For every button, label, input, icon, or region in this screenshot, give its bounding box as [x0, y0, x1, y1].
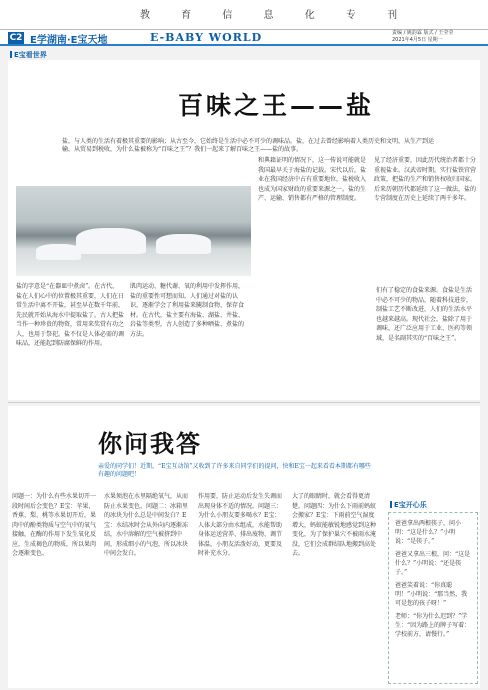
top-banner: [0, 0, 488, 30]
section-divider: [8, 402, 480, 403]
feature-column-1: 盐的字意是“在器皿中煮卤”。在古代，盐在人们心中的位置极其重要，人们在日常生活中离不开盐，甚至早在数千年前，先民就开始从海水中提取盐了。古人把盐当作一种珍贵的物资，常用来奖赏有功之人，也用于祭祀。盐不仅是人体必需的调味品，还能起到防腐保鲜的作用。: [16, 283, 124, 347]
brand-title: E-BABY WORLD: [150, 31, 263, 44]
section-title: E学湖南·E宝天地: [30, 35, 108, 46]
joke-section-label: E宝开心乐: [390, 500, 427, 510]
joke-item: 爸爸笑着说：“你真聪明！”小明说：“那当然，我可是您的孩子呀！”: [395, 582, 468, 607]
editor-meta: [392, 30, 484, 44]
qa-title: 你问我答: [98, 429, 202, 458]
joke-item: 爸爸又拿出三根，问：“这是什么？”小明说：“还是筷子。”: [395, 551, 471, 576]
feature-lead: 盐，与人类的生活有着极其重要的影响；从古至今，它始终是生活中必不可少的调味品。盐，在过去曾经影响着人类历史和文明，从生产到运输，从贸易到税收，为什么盐被称为“百味之王”？我们一起来了解百味之王——盐的故事。: [62, 138, 435, 153]
joke-box: [388, 512, 478, 684]
qa-column-3: 作用要，防止运动后发生失调而出现身体不适的情况。问题三：为什么小朋友要多喝水？E宝：人体大部分由水组成，水能帮助身体运送营养、排出废物、调节体温，小朋友活泼好动，更要及时补充水分。: [198, 493, 283, 557]
qa-column-2: 水果须泡在水里隔绝氧气，从而防止水果变色。问题二：冰箱里的冰块为什么总是中间发白？E宝：水结冰时会从外向内逐渐冻结，水中溶解的空气被挤到中间，形成细小的气泡，所以冰块中间会发白。: [104, 493, 189, 557]
salt-field-photo: [16, 186, 251, 276]
feature-title: 百味之王——盐: [178, 91, 375, 120]
date-line: 2021年4月5日 星期一: [392, 37, 443, 43]
qa-column-1: 问题一：为什么有些水果切开一段时间后会变色？E宝：苹果、香蕉、梨、桃等水果切开后，果肉中的酚类物质与空气中的氧气接触，在酶的作用下发生氧化反应，生成褐色的物质，所以果肉会逐渐变色。: [12, 493, 97, 557]
feature-column-3: 和典籍证明的情况下，这一传说可能就是我国最早关于海盐的记载。宋代以后，盐业在我国经济中占有重要地位，盐税收入也成为国家财政的重要来源之一。盐的生产、运输、销售都有严格的管理制度。: [258, 157, 367, 202]
feature-column-5: 们有了稳定的食盐来源。食盐是生活中必不可少的物品，随着科技进步，制盐工艺不断改进，人们的生活水平也越来越高。现代社会，盐除了用于调味，还广泛应用于工业、医药等领域，是名副其实的“百味之王”。: [376, 286, 476, 396]
feature-column-2: 肌肉运动、糖代谢、氧的利用中发挥作用，盐的重要性可想而知。人们通过对盐的认识，逐渐学会了利用盐来腌制食物、保存食材。在古代，盐主要有海盐、湖盐、井盐、岩盐等类型，古人创造了多种晒盐、煮盐的方法。: [130, 283, 245, 338]
page-badge: C2: [9, 33, 23, 43]
feature-section-label: E宝看世界: [10, 50, 47, 60]
page-header: [0, 30, 488, 46]
feature-column-4: 见了经济重要，因此历代统治者都十分重视盐业。汉武帝时期，实行盐铁官营政策，把盐的生产和销售权收归国家。后来历朝历代都延续了这一做法，盐的专营制度在历史上延续了两千多年。: [374, 157, 477, 202]
editor-line: 责编 / 姚韵霖 版式 / 王莹莹: [392, 30, 454, 36]
joke-item: 爸爸拿出两根筷子，问小明：“这是什么？”小明说：“是筷子。”: [395, 520, 462, 545]
banner-title: 教 育 信 息 化 专 刊: [140, 10, 412, 21]
qa-intro: 亲爱的同学们！近期，“E宝互动馆”又收到了许多来自同学们的提问，快和E宝一起来看看本期都有哪些有趣的问题吧！: [98, 463, 371, 478]
joke-item: 老师：“你为什么迟到？”学生：“因为路上的牌子写着：学校前方，请慢行。”: [395, 613, 471, 638]
qa-column-4: 大了的眼睛时，就会看得更清楚。问题四：为什么下雨前蚂蚁会搬家？E宝：下雨前空气湿度增大，蚂蚁能敏锐地感觉到这种变化，为了保护巢穴不被雨水淹没，它们会成群结队地搬到高处去。: [292, 493, 377, 557]
